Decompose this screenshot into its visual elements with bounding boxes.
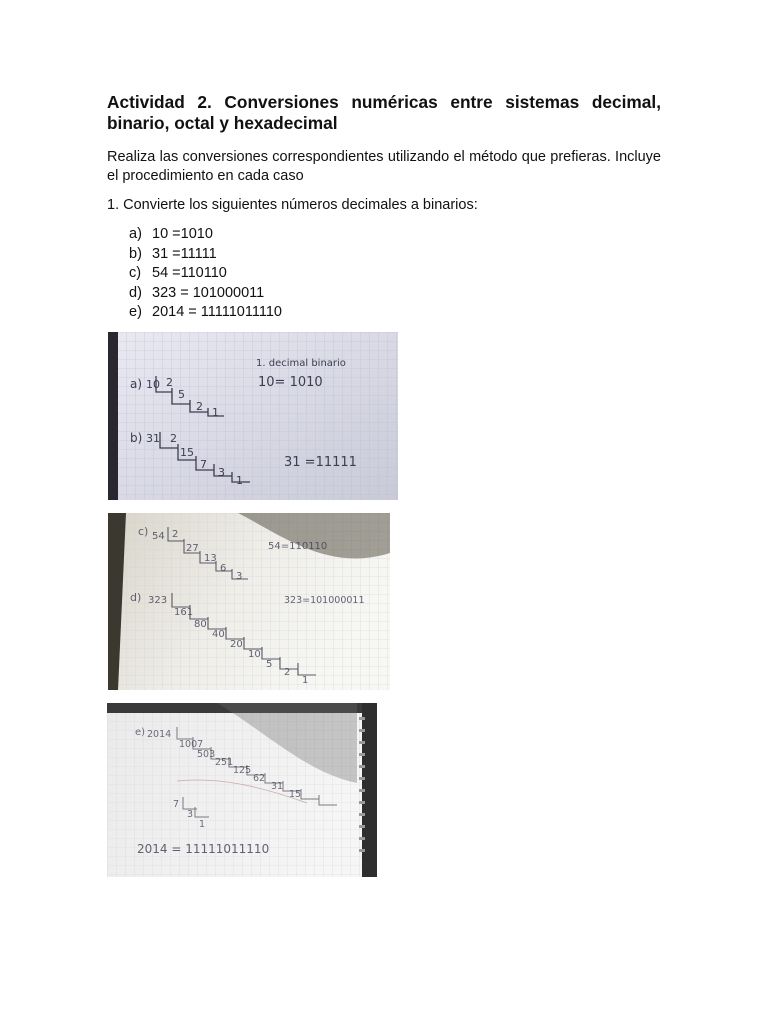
list-item-label: c) [129,265,142,281]
svg-text:3: 3 [218,466,225,479]
list-item [129,225,282,245]
conversion-e-label: e) [135,727,146,738]
svg-text:2: 2 [196,400,203,413]
conversion-a-label: a) [130,377,143,391]
svg-text:31: 31 [146,432,160,445]
photo-heading: 1. decimal binario [256,358,346,369]
conversion-a-result: 10= 1010 [258,375,323,390]
svg-text:15: 15 [180,446,194,459]
svg-text:2: 2 [284,667,291,678]
list-item-label: a) [129,226,142,242]
svg-text:2: 2 [172,529,179,540]
svg-text:15: 15 [289,789,302,800]
svg-text:1: 1 [199,819,206,830]
list-item-text: 31 =11111 [152,245,217,262]
list-item-text: 54 =110110 [152,265,227,281]
svg-text:125: 125 [233,765,252,776]
page-title: Actividad 2. Conversiones numéricas entre sistemas decimal, binario, octal y hexadecimal [107,92,661,133]
svg-text:161: 161 [174,607,194,618]
notebook-photo-2 [108,513,390,690]
svg-text:7: 7 [173,799,180,810]
svg-text:10: 10 [146,378,160,391]
svg-text:1007: 1007 [179,739,204,750]
svg-text:3: 3 [236,571,243,582]
notebook-photo-3 [107,703,377,877]
list-item-label: d) [129,284,142,301]
list-item-text: 2014 = 11111011110 [152,304,282,320]
svg-text:13: 13 [204,553,217,564]
conversion-c-label: c) [138,525,149,538]
conversion-b-label: b) [130,431,143,445]
list-item-text: 10 =1010 [152,226,213,242]
list-item [129,284,282,304]
svg-text:5: 5 [178,388,185,401]
conversion-c-result: 54=110110 [268,541,328,552]
svg-text:1: 1 [236,474,243,487]
svg-text:251: 251 [215,757,234,768]
svg-text:2: 2 [166,376,173,389]
list-item-label: e) [129,304,142,320]
list-item [129,303,282,323]
answer-list [129,225,282,323]
list-item-label: b) [129,245,142,262]
svg-text:3: 3 [187,809,194,820]
list-item [129,245,282,265]
svg-text:54: 54 [152,531,165,542]
svg-text:2014: 2014 [147,729,172,740]
svg-text:1: 1 [302,675,309,686]
svg-text:40: 40 [212,629,225,640]
question-1: 1. Convierte los siguientes números decimales a binarios: [107,197,478,213]
svg-text:503: 503 [197,749,216,760]
conversion-b-result: 31 =11111 [284,455,357,470]
svg-text:80: 80 [194,619,207,630]
conversion-d-label: d) [130,591,142,604]
svg-text:323: 323 [148,595,168,606]
svg-text:5: 5 [266,659,273,670]
svg-text:62: 62 [253,773,266,784]
svg-text:7: 7 [200,458,207,471]
svg-text:31: 31 [271,781,284,792]
notebook-photo-1 [108,332,398,500]
list-item [129,264,282,284]
svg-text:20: 20 [230,639,243,650]
svg-text:6: 6 [220,563,227,574]
svg-text:10: 10 [248,649,261,660]
svg-text:2: 2 [170,432,177,445]
list-item-text: 323 = 101000011 [152,284,265,301]
instructions-text: Realiza las conversiones correspondientes utilizando el método que prefieras. Incluye el procedimiento en cada caso [107,149,661,184]
svg-text:27: 27 [186,543,199,554]
svg-text:1: 1 [212,406,219,419]
conversion-e-result: 2014 = 11111011110 [137,842,270,856]
conversion-d-result: 323=101000011 [284,595,365,606]
